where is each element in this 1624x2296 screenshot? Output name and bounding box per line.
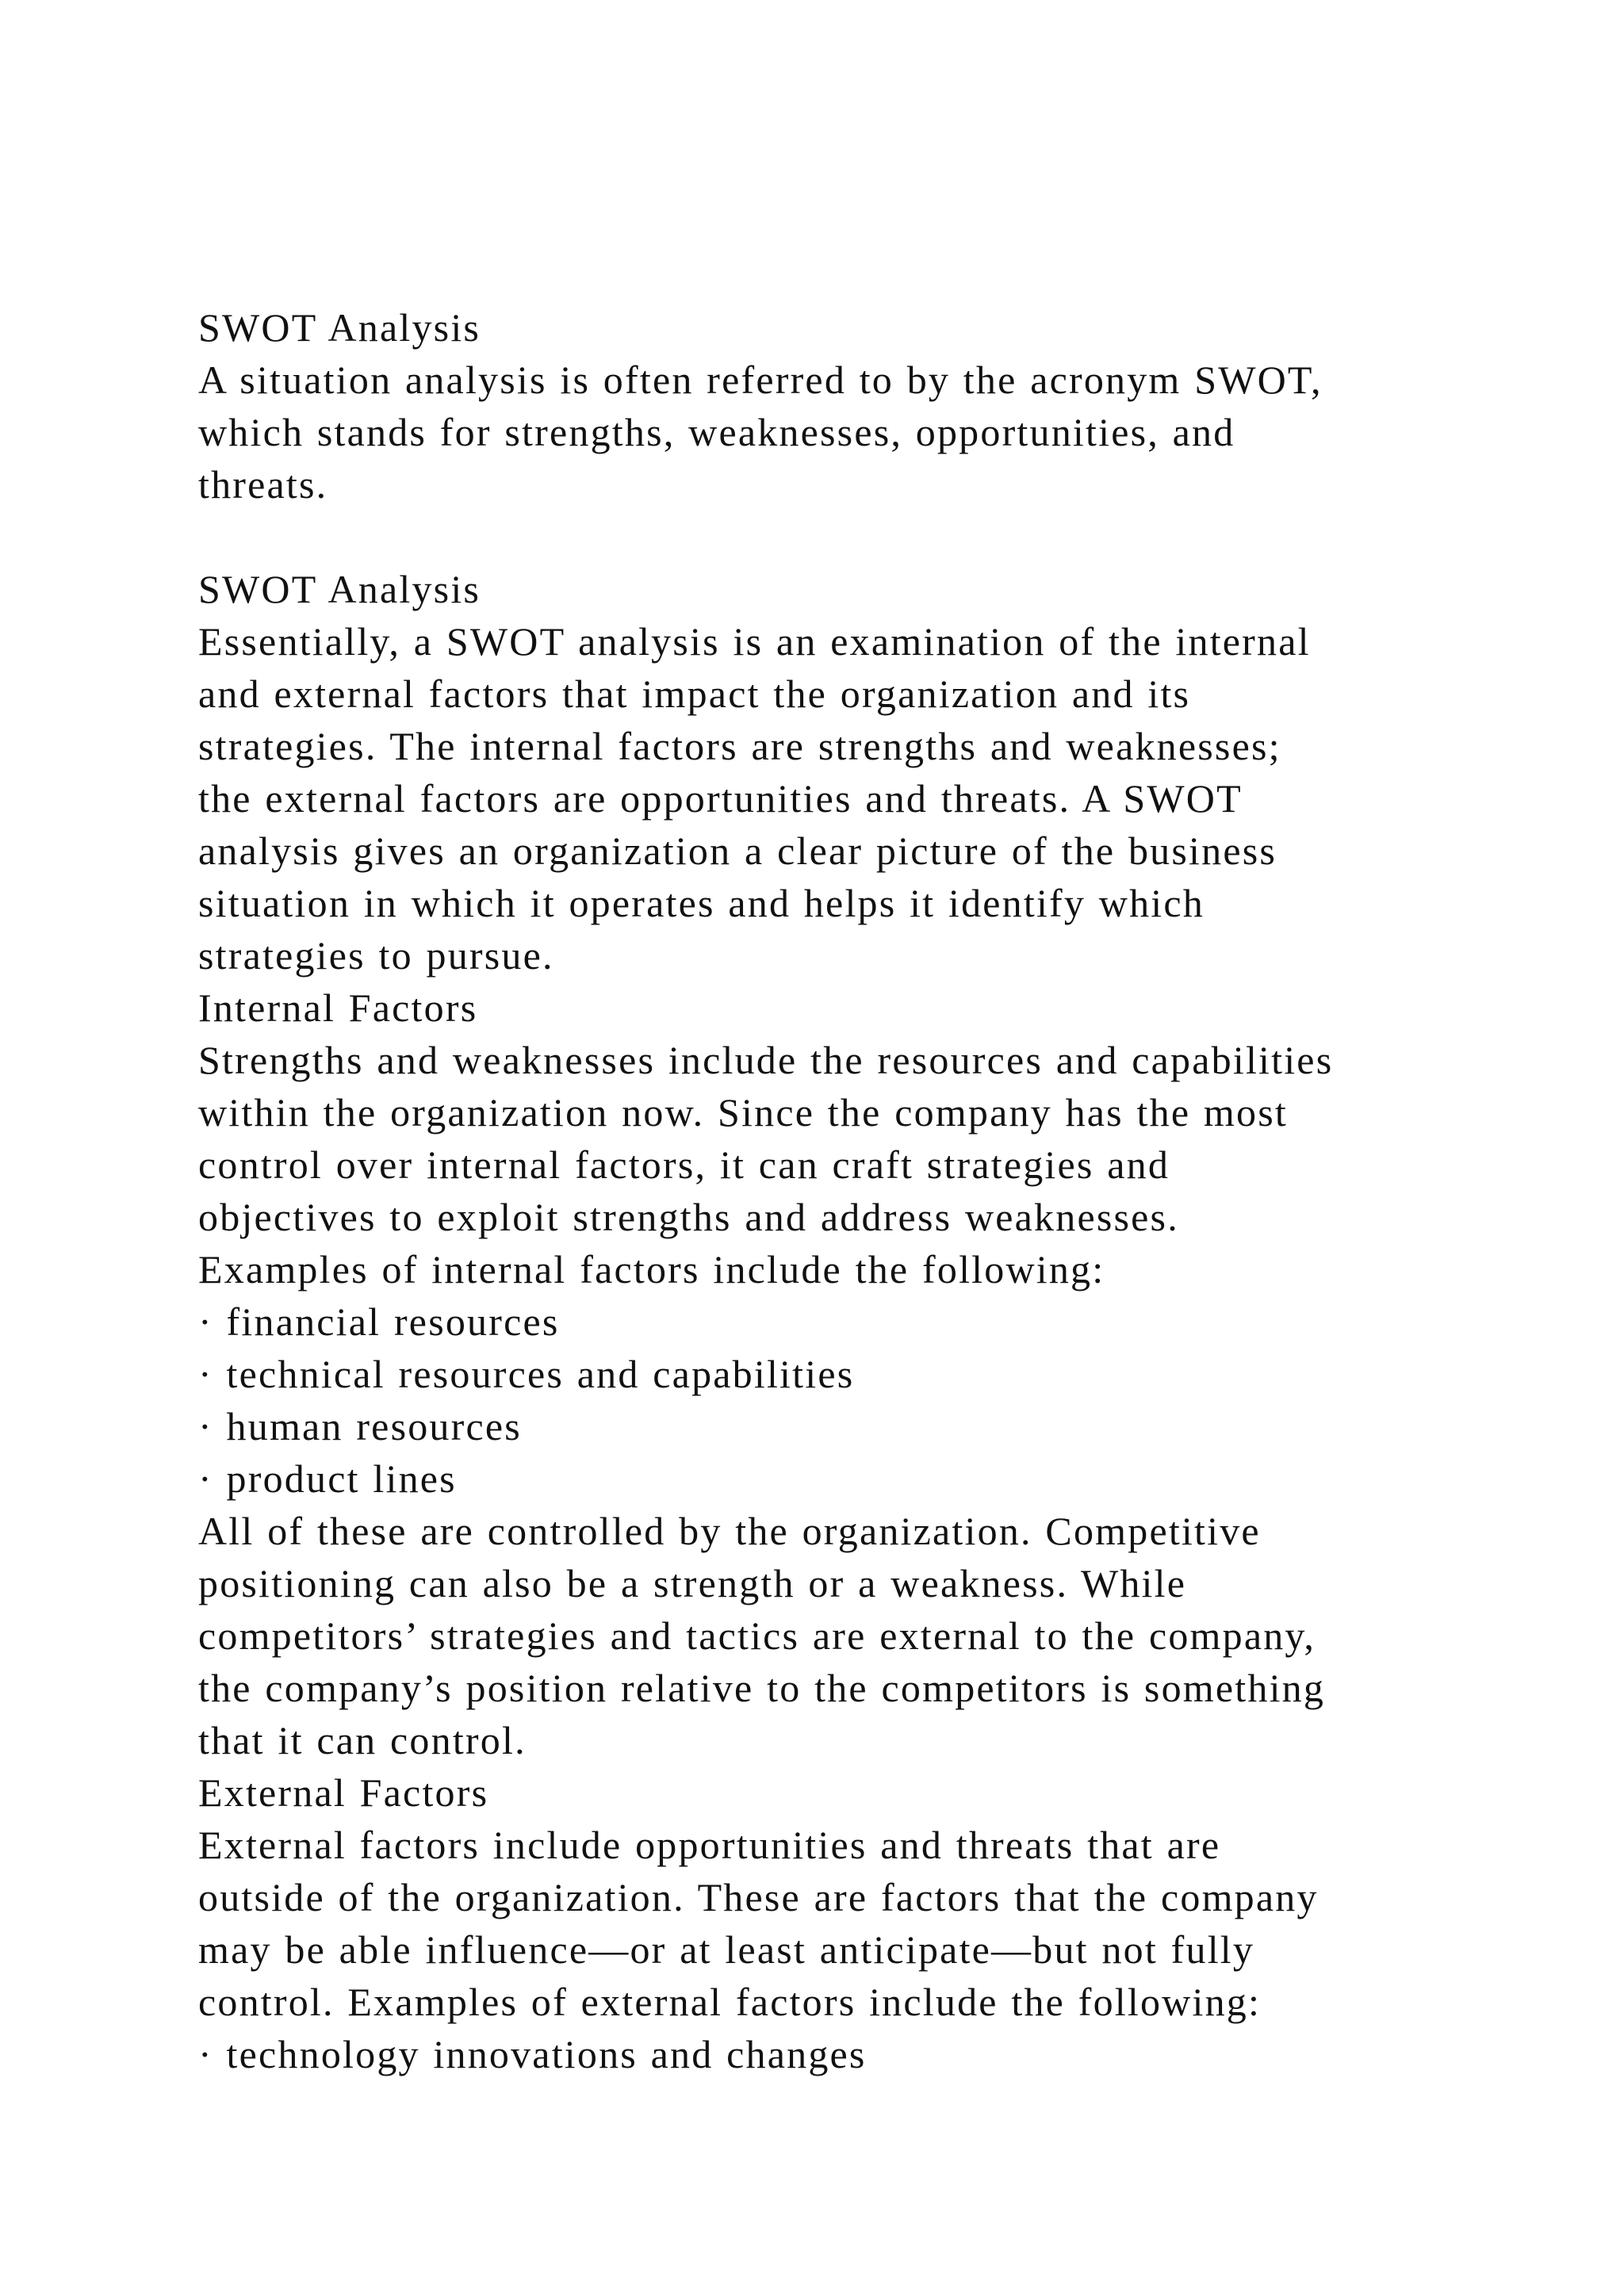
bullet-item: · technical resources and capabilities bbox=[198, 1352, 855, 1396]
bullet-item: · human resources bbox=[198, 1404, 522, 1448]
paragraph-line: within the organization now. Since the company has the most bbox=[198, 1090, 1288, 1135]
paragraph-line: Essentially, a SWOT analysis is an examination of the internal bbox=[198, 619, 1311, 664]
paragraph-line: control over internal factors, it can craft strategies and bbox=[198, 1142, 1170, 1187]
heading-external-factors: External Factors bbox=[198, 1770, 489, 1815]
paragraph-line: control. Examples of external factors include the following: bbox=[198, 1980, 1262, 2024]
blank-line bbox=[198, 511, 1562, 563]
heading-swot-analysis: SWOT Analysis bbox=[198, 305, 481, 350]
paragraph-line: outside of the organization. These are factors that the company bbox=[198, 1875, 1319, 1919]
heading-swot-analysis-2: SWOT Analysis bbox=[198, 567, 481, 611]
paragraph-line: that it can control. bbox=[198, 1718, 527, 1762]
paragraph-line: positioning can also be a strength or a weakness. While bbox=[198, 1561, 1187, 1605]
heading-internal-factors: Internal Factors bbox=[198, 985, 478, 1030]
paragraph-line: threats. bbox=[198, 462, 328, 507]
paragraph-line: strategies. The internal factors are strengths and weaknesses; bbox=[198, 724, 1281, 768]
paragraph-line: and external factors that impact the organization and its bbox=[198, 672, 1191, 716]
bullet-item: · product lines bbox=[198, 1456, 457, 1501]
paragraph-line: External factors include opportunities and threats that are bbox=[198, 1823, 1221, 1867]
bullet-item: · technology innovations and changes bbox=[198, 2032, 867, 2076]
paragraph-line: All of these are controlled by the organization. Competitive bbox=[198, 1509, 1261, 1553]
bullet-item: · financial resources bbox=[198, 1299, 560, 1344]
paragraph-line: competitors’ strategies and tactics are external to the company, bbox=[198, 1613, 1316, 1658]
paragraph-line: strategies to pursue. bbox=[198, 933, 554, 978]
paragraph-line: which stands for strengths, weaknesses, opportunities, and bbox=[198, 410, 1235, 454]
paragraph-line: situation in which it operates and helps it identify which bbox=[198, 881, 1205, 925]
paragraph-line: Examples of internal factors include the following: bbox=[198, 1247, 1105, 1292]
paragraph-line: analysis gives an organization a clear picture of the business bbox=[198, 828, 1277, 873]
paragraph-line: objectives to exploit strengths and address weaknesses. bbox=[198, 1195, 1179, 1239]
paragraph-line: A situation analysis is often referred to by the acronym SWOT, bbox=[198, 358, 1323, 402]
paragraph-line: Strengths and weaknesses include the resources and capabilities bbox=[198, 1038, 1334, 1082]
paragraph-line: may be able influence—or at least anticipate—but not fully bbox=[198, 1927, 1255, 1972]
paragraph-line: the company’s position relative to the competitors is something bbox=[198, 1666, 1326, 1710]
paragraph-line: the external factors are opportunities and threats. A SWOT bbox=[198, 776, 1243, 821]
document-body bbox=[198, 301, 1562, 2080]
